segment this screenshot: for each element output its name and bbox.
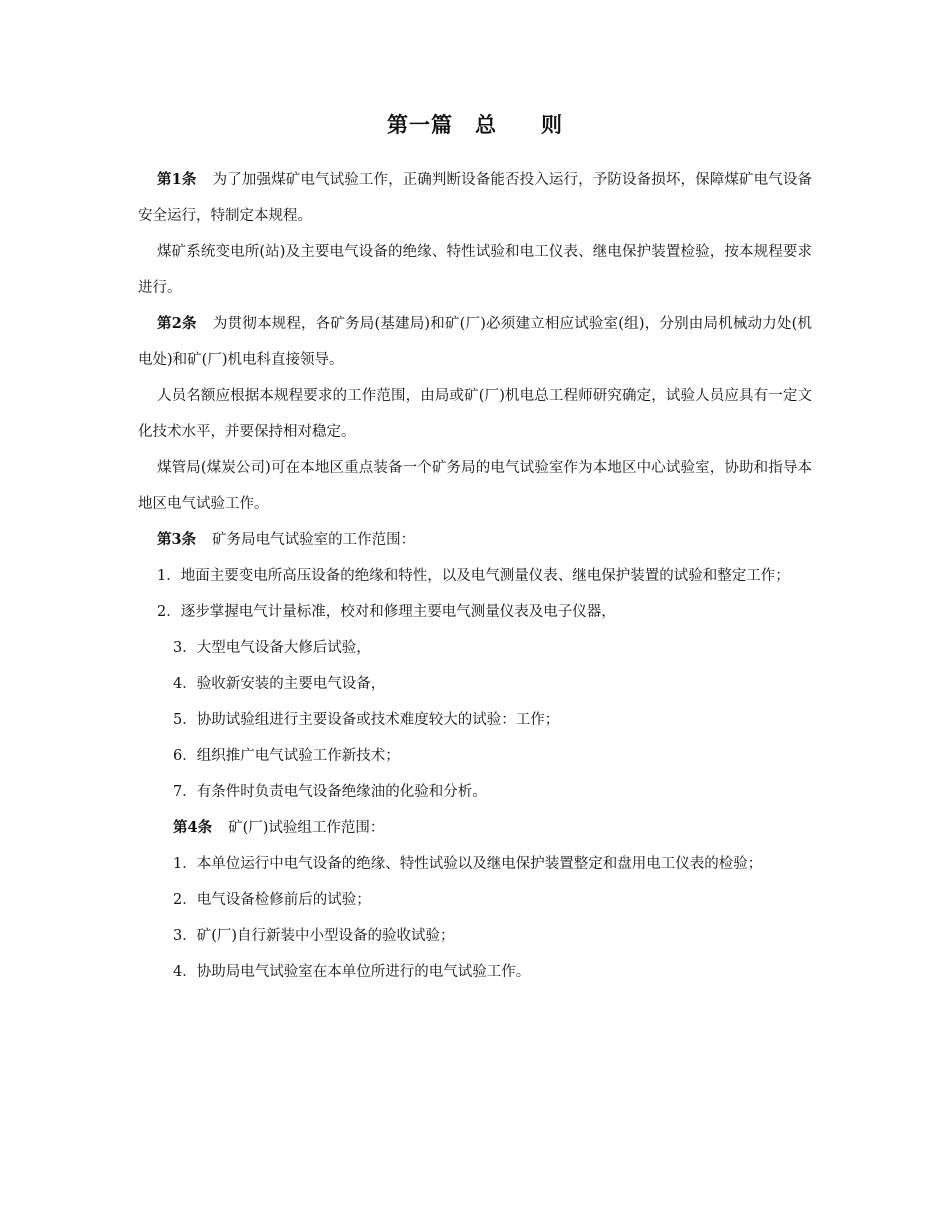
list-item — [138, 738, 812, 774]
list-item-text: 2．电气设备检修前后的试验； — [173, 892, 371, 908]
article-paragraph — [138, 162, 812, 234]
list-item — [138, 882, 812, 918]
list-item — [138, 702, 812, 738]
list-item-text: 3．矿(厂)自行新装中小型设备的验收试验； — [173, 928, 455, 944]
article-number: 第4条 — [173, 819, 213, 836]
list-item-text: 3．大型电气设备大修后试验， — [173, 640, 371, 656]
list-item — [138, 846, 812, 882]
list-item-text: 1．本单位运行中电气设备的绝缘、特性试验以及继电保护装置整定和盘用电工仪表的检验； — [173, 856, 763, 872]
list-item-text: 6．组织推广电气试验工作新技术； — [173, 748, 400, 764]
list-item-text: 1．地面主要变电所高压设备的绝缘和特性，以及电气测量仪表、继电保护装置的试验和整定工作； — [157, 568, 790, 584]
list-item — [138, 666, 812, 702]
list-item-text: 2．逐步掌握电气计量标准，校对和修理主要电气测量仪表及电子仪器， — [157, 604, 616, 620]
page-title: 第一篇 总 则 — [387, 112, 563, 137]
paragraph — [138, 234, 812, 306]
list-item-text: 4．验收新安装的主要电气设备， — [173, 676, 386, 692]
paragraph-text: 煤管局(煤炭公司)可在本地区重点装备一个矿务局的电气试验室作为本地区中心试验室，协助和指导本地区电气试验工作。 — [138, 460, 812, 512]
list-item — [138, 774, 812, 810]
article-paragraph — [138, 306, 812, 378]
paragraph-text: 为贯彻本规程，各矿务局(基建局)和矿(厂)必须建立相应试验室(组)，分别由局机械动力处(机电处)和矿(厂)机电科直接领导。 — [138, 316, 812, 368]
paragraph — [138, 450, 812, 522]
paragraph-text: 为了加强煤矿电气试验工作，正确判断设备能否投入运行，予防设备损坏，保障煤矿电气设备安全运行，特制定本规程。 — [138, 172, 813, 224]
list-item-text: 7．有条件时负责电气设备绝缘油的化验和分析。 — [173, 784, 487, 800]
list-item — [138, 954, 812, 990]
paragraph-text: 矿(厂)试验组工作范围： — [228, 820, 385, 836]
paragraph — [138, 378, 812, 450]
article-paragraph — [138, 522, 812, 558]
list-item-text: 5．协助试验组进行主要设备或技术难度较大的试验：工作； — [173, 712, 560, 728]
article-paragraph — [138, 810, 812, 846]
list-item-text: 4．协助局电气试验室在本单位所进行的电气试验工作。 — [173, 964, 531, 980]
article-number: 第2条 — [157, 315, 197, 332]
list-item — [138, 918, 812, 954]
list-item — [138, 594, 812, 630]
paragraph-text: 矿务局电气试验室的工作范围： — [212, 532, 416, 548]
paragraph-text: 人员名额应根据本规程要求的工作范围，由局或矿(厂)机电总工程师研究确定，试验人员应具有一定文化技术水平，并要保持相对稳定。 — [138, 388, 812, 440]
article-number: 第1条 — [157, 171, 197, 188]
article-number: 第3条 — [157, 531, 197, 548]
list-item — [138, 558, 812, 594]
list-item — [138, 630, 812, 666]
paragraph-text: 煤矿系统变电所(站)及主要电气设备的绝缘、特性试验和电工仪表、继电保护装置检验，按本规程要求进行。 — [138, 244, 812, 296]
